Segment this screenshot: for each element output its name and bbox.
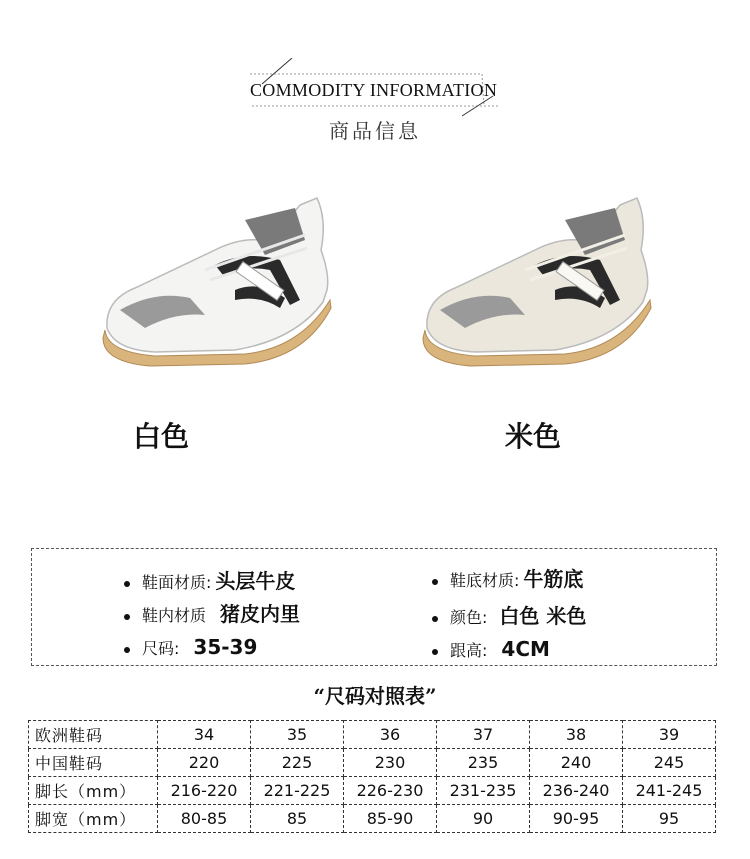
table-cell: 235 [437, 749, 530, 777]
table-cell: 225 [251, 749, 344, 777]
bullet-icon [124, 581, 130, 587]
table-cell: 85-90 [344, 805, 437, 833]
table-cell: 38 [530, 721, 623, 749]
info-label: 跟高: [450, 641, 488, 660]
product-image-beige [415, 180, 705, 380]
table-row [29, 777, 716, 805]
info-sole-material [432, 563, 583, 592]
row-header: 脚宽（mm） [29, 805, 158, 833]
row-header: 中国鞋码 [29, 749, 158, 777]
row-header: 脚长（mm） [29, 777, 158, 805]
color-label-beige: 米色 [505, 420, 562, 453]
bullet-icon [432, 616, 438, 622]
table-cell: 230 [344, 749, 437, 777]
table-cell: 245 [623, 749, 716, 777]
info-label: 鞋内材质 [142, 606, 207, 625]
table-row [29, 805, 716, 833]
table-cell: 95 [623, 805, 716, 833]
table-cell: 85 [251, 805, 344, 833]
table-cell: 236-240 [530, 777, 623, 805]
size-chart-table [28, 720, 716, 833]
info-value: 白色 米色 [499, 604, 587, 628]
table-cell: 35 [251, 721, 344, 749]
table-cell: 36 [344, 721, 437, 749]
table-cell: 80-85 [158, 805, 251, 833]
section-title-en: COMMODITY INFORMATION [250, 80, 498, 100]
info-value: 牛筋底 [523, 567, 584, 591]
table-cell: 221-225 [251, 777, 344, 805]
table-cell: 226-230 [344, 777, 437, 805]
info-label: 尺码: [142, 639, 180, 658]
info-value: 35-39 [193, 635, 258, 659]
bullet-icon [432, 579, 438, 585]
table-cell: 39 [623, 721, 716, 749]
table-cell: 34 [158, 721, 251, 749]
color-label-white: 白色 [133, 420, 190, 453]
product-image-white [95, 180, 385, 380]
info-label: 鞋面材质: [142, 573, 212, 592]
table-cell: 231-235 [437, 777, 530, 805]
info-value: 头层牛皮 [215, 569, 296, 593]
section-header [0, 58, 750, 148]
info-label: 颜色: [450, 608, 488, 627]
table-cell: 90-95 [530, 805, 623, 833]
bullet-icon [124, 614, 130, 620]
table-cell: 240 [530, 749, 623, 777]
table-row [29, 721, 716, 749]
table-cell: 90 [437, 805, 530, 833]
table-row [29, 749, 716, 777]
table-cell: 220 [158, 749, 251, 777]
info-upper-material [124, 565, 295, 594]
info-color [432, 600, 586, 629]
info-heel-height [432, 637, 550, 661]
info-value: 4CM [501, 637, 550, 661]
size-chart-title: “尺码对照表” [313, 684, 437, 708]
info-value: 猪皮内里 [220, 602, 301, 626]
info-label: 鞋底材质: [450, 571, 520, 590]
info-size [124, 635, 257, 659]
bullet-icon [124, 647, 130, 653]
row-header: 欧洲鞋码 [29, 721, 158, 749]
section-title-cn: 商品信息 [329, 119, 421, 143]
table-cell: 37 [437, 721, 530, 749]
table-cell: 216-220 [158, 777, 251, 805]
product-info-box [31, 548, 717, 666]
bullet-icon [432, 649, 438, 655]
info-lining-material [124, 598, 300, 627]
table-cell: 241-245 [623, 777, 716, 805]
